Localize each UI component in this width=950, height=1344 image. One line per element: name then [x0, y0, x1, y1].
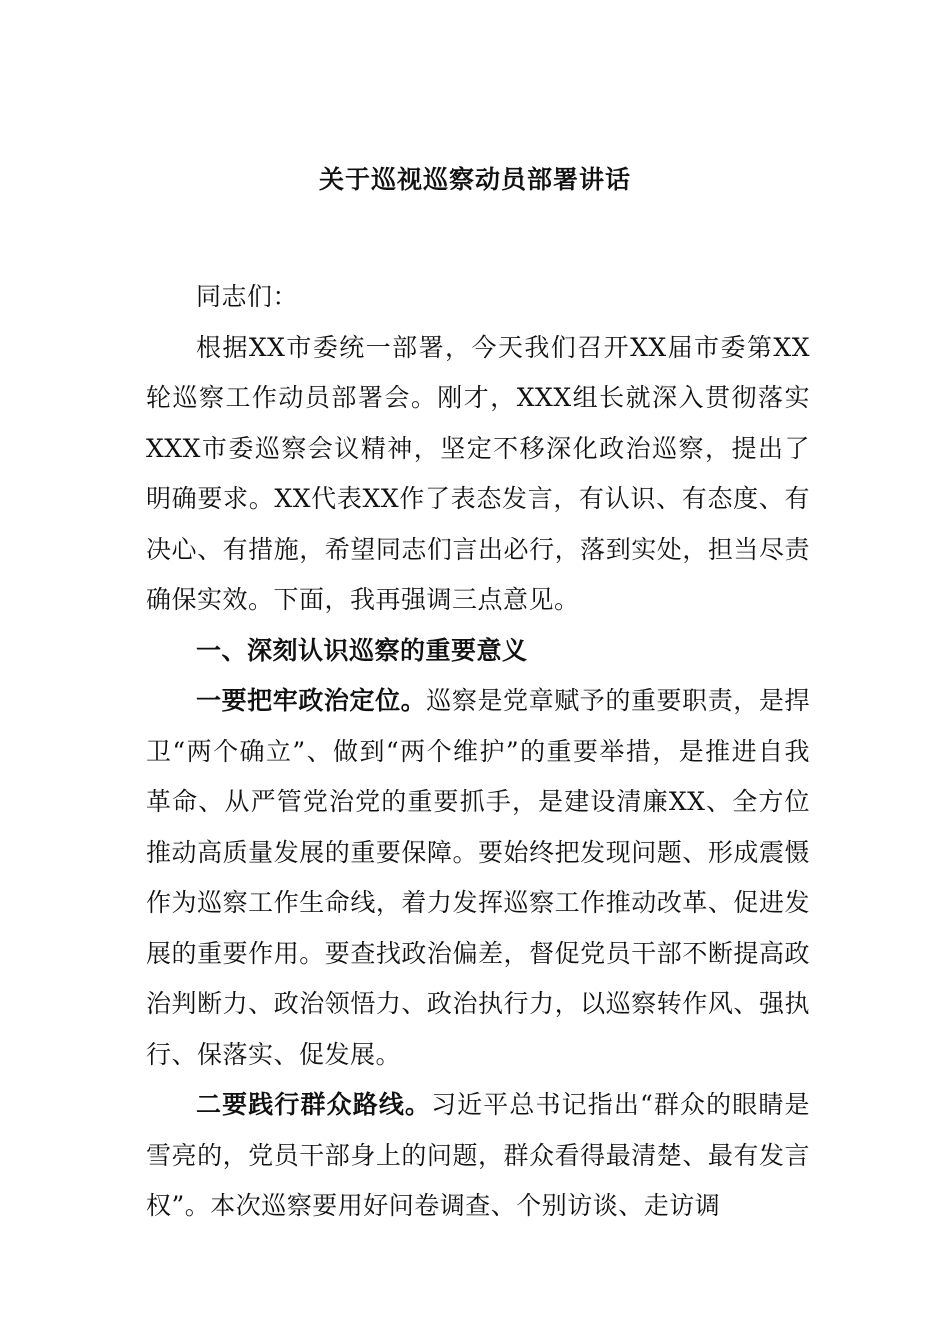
document-body [146, 272, 810, 1232]
paragraph-point-1 [146, 676, 810, 1080]
intro-paragraph: 根据XX市委统一部署，今天我们召开XX届市委第XX轮巡察工作动员部署会。刚才，XXX组长就深入贯彻落实XXX市委巡察会议精神，坚定不移深化政治巡察，提出了明确要求。XX代表XX作了表态发言，有认识、有态度、有决心、有措施，希望同志们言出必行，落到实处，担当尽责确保实效。下面，我再强调三点意见。 [146, 332, 810, 614]
point-2-text: 习近平总书记指出“群众的眼睛是雪亮的，党员干部身上的问题，群众看得最清楚、最有发言权”。本次巡察要用好问卷调查、个别访谈、走访调 [146, 1090, 810, 1220]
section-heading-1: 一、深刻认识巡察的重要意义 [196, 635, 528, 665]
document-title: 关于巡视巡察动员部署讲话 [318, 165, 631, 194]
point-2-lead: 二要践行群众路线。 [196, 1090, 432, 1119]
point-1-lead: 一要把牢政治定位。 [196, 686, 427, 715]
point-1-text: 巡察是党章赋予的重要职责，是捍卫“两个确立”、做到“两个维护”的重要举措，是推进自我革命、从严管党治党的重要抓手，是建设清廉XX、全方位推动高质量发展的重要保障。要始终把发现问题、形成震慑作为巡察工作生命线，着力发挥巡察工作推动改革、促进发展的重要作用。要查找政治偏差，督促党员干部不断提高政治判断力、政治领悟力、政治执行力，以巡察转作风、强执行、保落实、促发展。 [146, 686, 810, 1069]
salutation: 同志们： [196, 282, 299, 311]
paragraph-point-2 [146, 1080, 810, 1232]
